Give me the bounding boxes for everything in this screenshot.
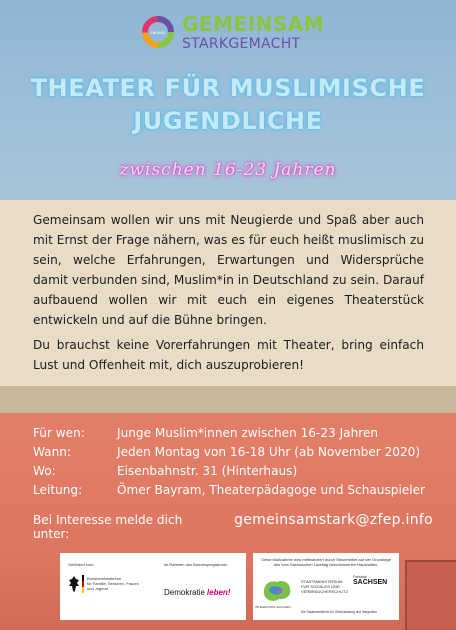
demokratie-leben-logo — [164, 588, 230, 597]
funded-by-label: Gefördert vom — [68, 562, 94, 567]
contact-line — [33, 512, 433, 541]
freistaat-sachsen-logo — [353, 575, 391, 589]
detail-value: Ömer Bayram, Theaterpädagoge und Schauspieler — [117, 483, 426, 497]
ring-logo-icon — [138, 12, 178, 52]
detail-value: Jeden Montag von 16-18 Uhr (ab November 2020) — [117, 445, 421, 459]
detail-row-time — [33, 443, 433, 462]
title-line-1: THEATER FÜR MUSLIMISCHE — [30, 74, 426, 102]
detail-row-audience — [33, 424, 433, 443]
contact-email-link[interactable]: gemeinsamstark@zfep.info — [234, 512, 433, 528]
integration-sachsen-icon — [261, 578, 293, 604]
integration-label: INTEGRATION SACHSEN — [255, 605, 291, 609]
ministry-line: für Familie, Senioren, Frauen — [87, 581, 139, 586]
sachsen-ministry-line: STAATSMINISTERIUM — [301, 579, 343, 584]
detail-row-lead — [33, 481, 433, 500]
wall-stripe — [0, 386, 456, 414]
title-line-2: JUGENDLICHE — [133, 107, 323, 135]
leben-word: leben! — [206, 588, 231, 597]
detail-label: Wo: — [33, 464, 56, 478]
funding-note: Diese Maßnahme wird mitfinanziert durch Steuermittel auf der Grundlage des vom Sächsischen Landtag beschlossenen Haushaltes. — [261, 557, 391, 567]
detail-label: Für wen: — [33, 426, 85, 440]
ministry-footer: Die Staatsministerin für Gleichstellung und Integration — [301, 610, 378, 614]
age-subtitle: zwischen 16-23 Jahren — [119, 160, 337, 180]
sachsen-label: SACHSEN — [353, 579, 388, 586]
freistaat-label: Freistaat — [353, 575, 367, 579]
details-list — [33, 424, 433, 500]
door-shape — [405, 560, 456, 630]
sachsen-ministry-line: VERBRAUCHERSCHUTZ — [301, 589, 348, 594]
german-flag-bar — [82, 575, 84, 593]
detail-label: Leitung: — [33, 483, 83, 497]
detail-row-location — [33, 462, 433, 481]
ministry-name — [87, 576, 139, 591]
program-label: im Rahmen des Bundesprogramms — [164, 562, 227, 567]
invitation-paragraph: Du brauchst keine Vorerfahrungen mit Theater, bring einfach Lust und Offenheit mit, dich auszuprobieren! — [33, 338, 424, 372]
detail-label: Wann: — [33, 445, 71, 459]
contact-label: Bei Interesse melde dich unter: — [33, 513, 183, 541]
ring-logo-label: ENGAGE — [150, 31, 166, 35]
page-title — [0, 72, 456, 138]
sachsen-ministry-line: FÜR SOZIALES UND — [301, 584, 340, 589]
federal-eagle-icon — [68, 575, 80, 593]
demokratie-word: Demokratie — [164, 588, 205, 597]
intro-paragraph: Gemeinsam wollen wir uns mit Neugierde und Spaß aber auch mit Ernst der Frage nähern, was es für euch heißt muslimisch zu sein, welche Erfahrungen, Erwartungen und Widersprüche damit verbunden sind, Muslim*in in Deutschland zu sein. Darauf aufbauend wollen wir mit euch ein eigenes Theaterstück entwickeln und auf die Bühne bringen. — [33, 213, 424, 327]
gemeinsam-starkgemacht-logo — [138, 8, 328, 56]
detail-value: Eisenbahnstr. 31 (Hinterhaus) — [117, 464, 298, 478]
ministry-line: Bundesministerium — [87, 576, 122, 581]
sponsor-box-sachsen — [253, 553, 399, 620]
sponsor-box-bmfsfj — [60, 553, 246, 620]
logo-word-starkgemacht: STARKGEMACHT — [182, 35, 301, 52]
sachsen-ministry — [301, 579, 348, 594]
logo-word-gemeinsam: GEMEINSAM — [182, 11, 325, 36]
detail-value: Junge Muslim*innen zwischen 16-23 Jahren — [117, 426, 379, 440]
ministry-line: und Jugend — [87, 586, 108, 591]
